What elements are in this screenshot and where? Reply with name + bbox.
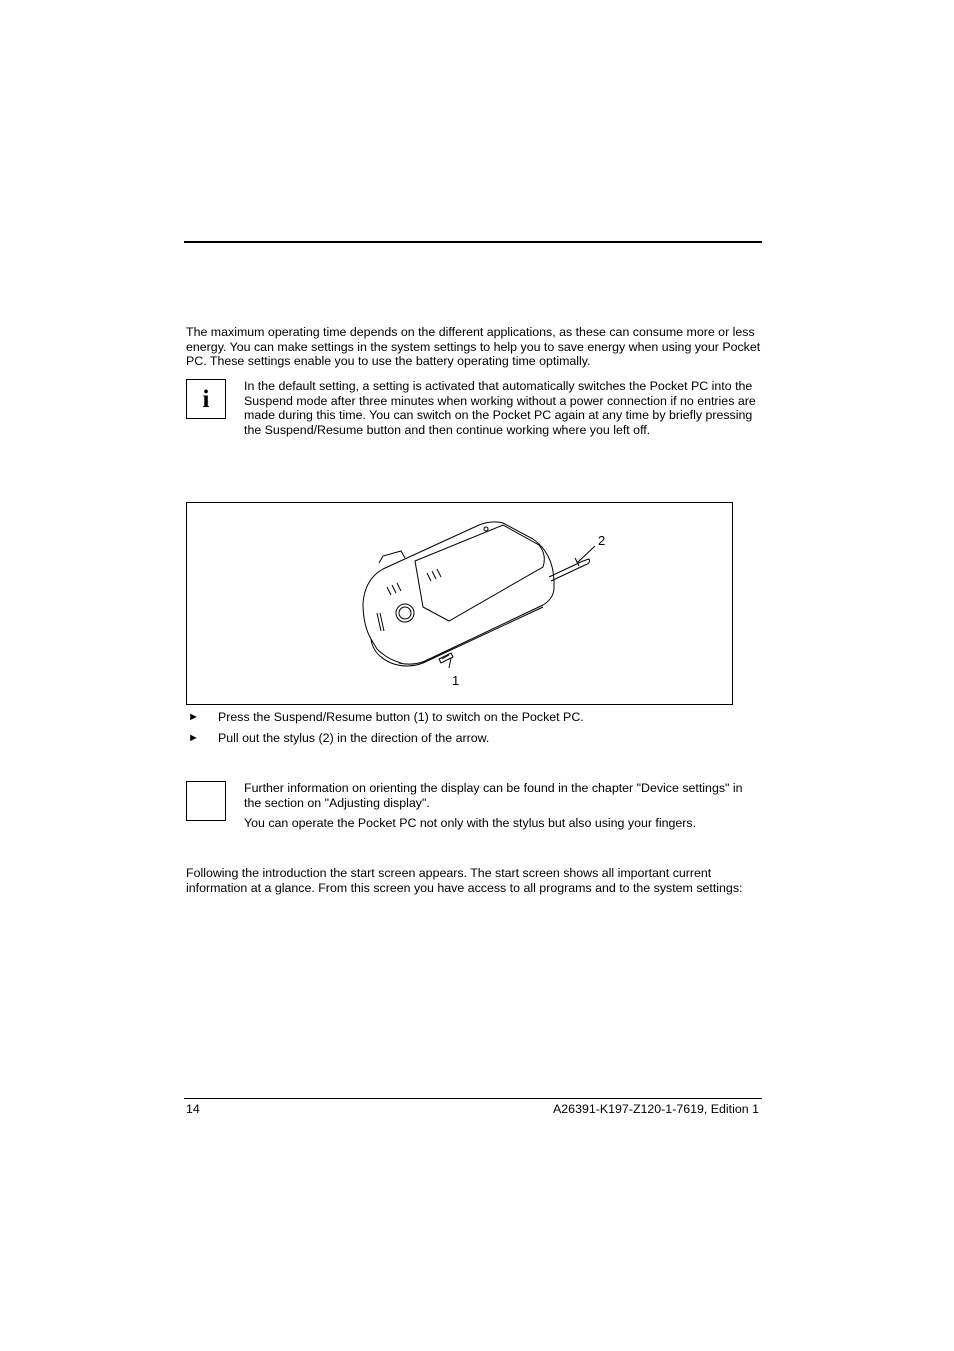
arrow-bullet-icon: ► bbox=[188, 732, 199, 744]
document-id: A26391-K197-Z120-1-7619, Edition 1 bbox=[553, 1102, 759, 1116]
callout-1: 1 bbox=[452, 673, 460, 688]
callout-2: 2 bbox=[598, 533, 606, 548]
arrow-bullet-icon: ► bbox=[188, 711, 199, 723]
header-rule bbox=[184, 241, 762, 243]
finger-note-text: You can operate the Pocket PC not only with the stylus but also using your fingers. bbox=[244, 816, 697, 830]
note-box-icon bbox=[186, 781, 226, 821]
info-glyph: i bbox=[202, 385, 210, 413]
step-press-button bbox=[186, 710, 761, 725]
info-note-text: In the default setting, a setting is activated that automatically switches the Pocket PC into the Suspend mode after three minutes when working without a power connection if no entries are made during this time. You can switch on the Pocket PC again at any time by briefly pressing the Suspend/Resume button and then continue working where you left off. bbox=[244, 379, 756, 437]
info-icon bbox=[186, 379, 226, 419]
display-note-text: Further information on orienting the display can be found in the chapter "Device settings" in the section on "Adjusting display". bbox=[244, 781, 743, 810]
step-text: Pull out the stylus (2) in the direction of the arrow. bbox=[218, 731, 490, 745]
pocket-pc-figure bbox=[186, 502, 733, 705]
start-screen-paragraph: Following the introduction the start screen appears. The start screen shows all important current information at a glance. From this screen you have access to all programs and to the system settings: bbox=[186, 866, 743, 895]
step-text: Press the Suspend/Resume button (1) to switch on the Pocket PC. bbox=[218, 710, 584, 724]
step-pull-stylus bbox=[186, 731, 761, 746]
page-number: 14 bbox=[186, 1102, 200, 1116]
pocket-pc-illustration bbox=[187, 503, 734, 706]
footer-rule bbox=[184, 1098, 762, 1099]
intro-paragraph: The maximum operating time depends on the different applications, as these can consume more or less energy. You can make settings in the system settings to help you to save energy when using your Pocket PC. These settings enable you to use the battery operating time optimally. bbox=[186, 325, 761, 369]
